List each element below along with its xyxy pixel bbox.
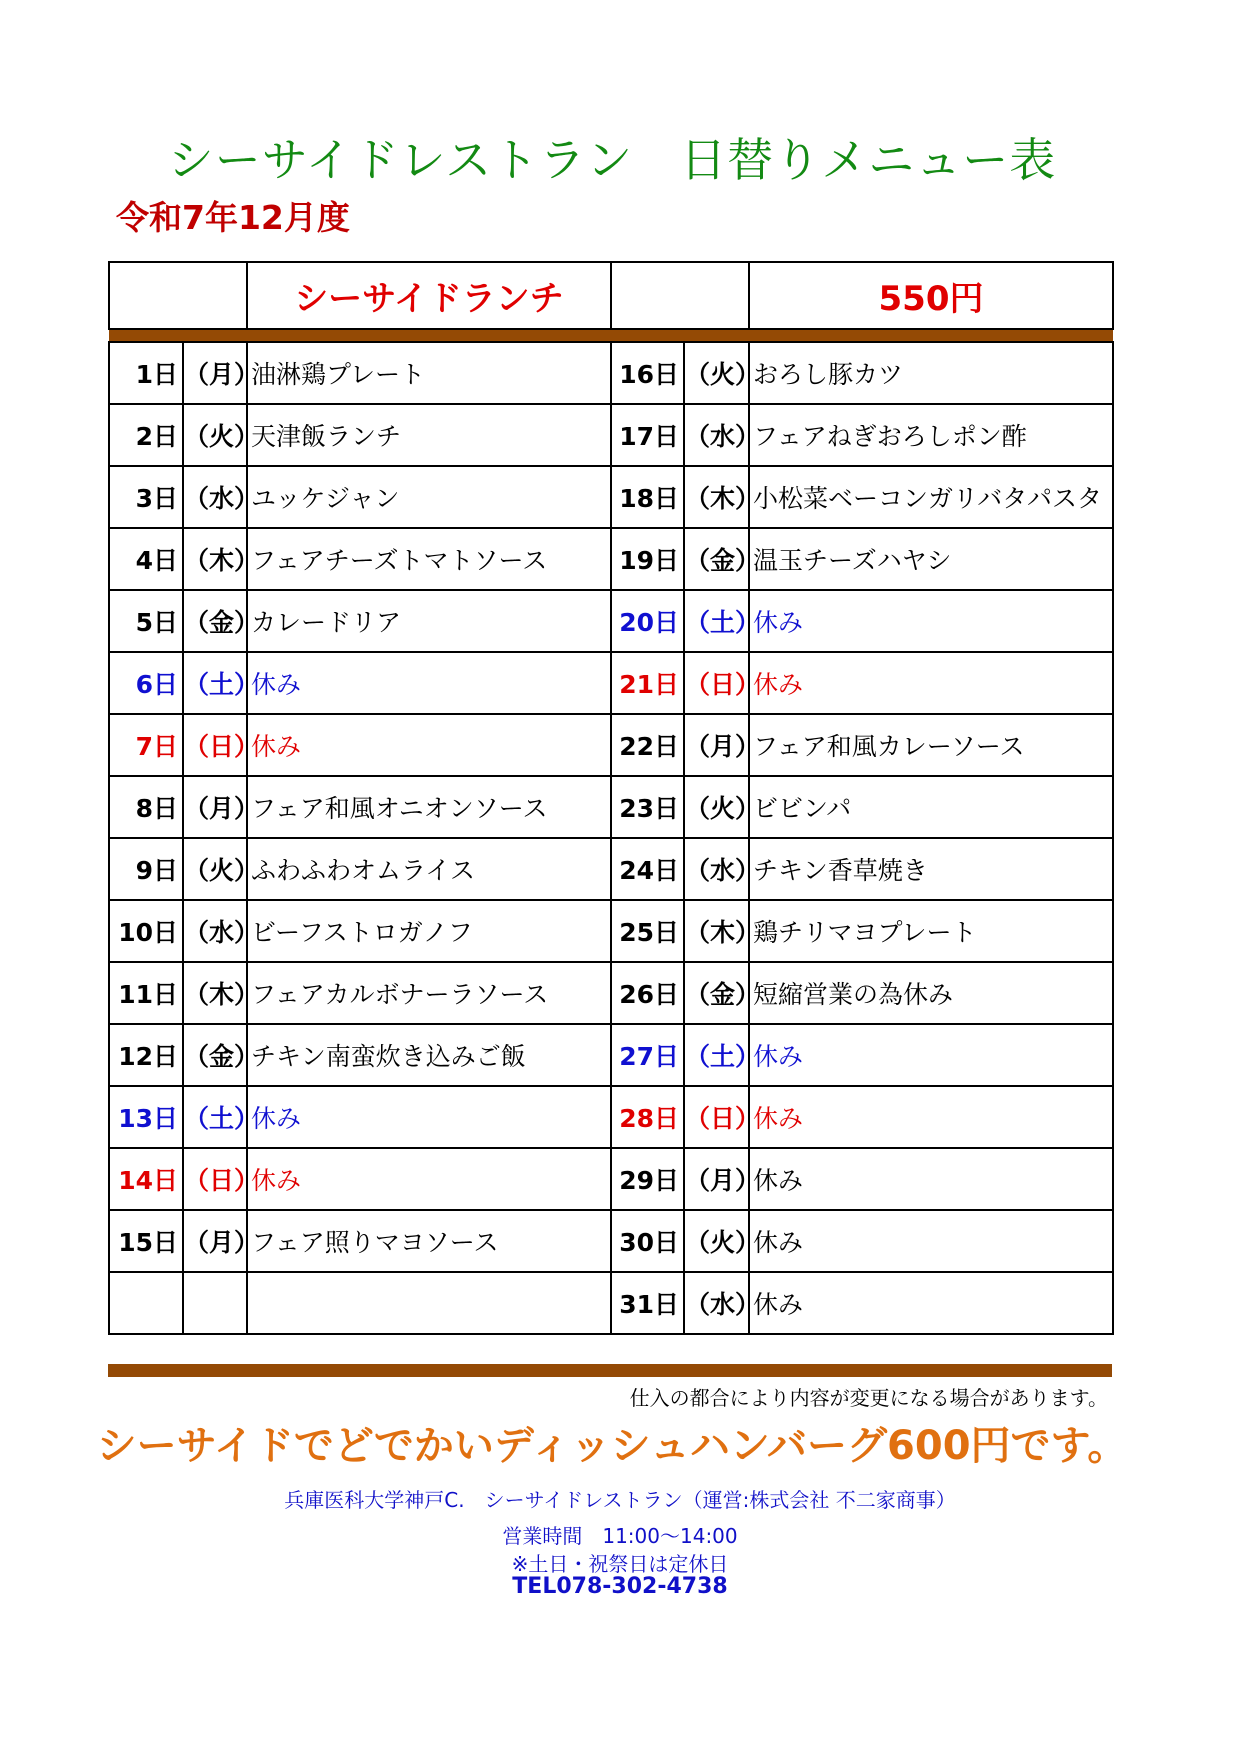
menu-cell: フェアカルボナーラソース xyxy=(247,962,611,1024)
table-row xyxy=(109,838,1113,900)
weekday-cell: （木） xyxy=(684,900,749,962)
date-cell: 6日 xyxy=(109,652,183,714)
menu-cell: 鶏チリマヨプレート xyxy=(749,900,1113,962)
divider-bar xyxy=(109,329,1113,342)
date-cell: 15日 xyxy=(109,1210,183,1272)
date-cell: 1日 xyxy=(109,342,183,404)
date-cell: 29日 xyxy=(611,1148,684,1210)
menu-cell: 油淋鶏プレート xyxy=(247,342,611,404)
menu-cell: 休み xyxy=(749,1024,1113,1086)
table-row xyxy=(109,1272,1113,1334)
table-row xyxy=(109,1086,1113,1148)
weekday-cell: （火） xyxy=(684,342,749,404)
menu-cell: おろし豚カツ xyxy=(749,342,1113,404)
business-hours: 営業時間 11:00～14:00 xyxy=(502,1524,738,1548)
table-header xyxy=(109,262,1113,329)
table-row xyxy=(109,404,1113,466)
date-cell: 20日 xyxy=(611,590,684,652)
weekday-cell: （日） xyxy=(183,714,247,776)
menu-cell: フェア和風カレーソース xyxy=(749,714,1113,776)
weekday-cell xyxy=(183,1272,247,1334)
header-blank xyxy=(611,262,749,329)
date-cell: 30日 xyxy=(611,1210,684,1272)
menu-table xyxy=(108,261,1112,1335)
header-blank xyxy=(109,262,247,329)
weekday-cell: （木） xyxy=(183,962,247,1024)
operator-info: 兵庫医科大学神戸C. シーサイドレストラン（運営:株式会社 不二家商事） xyxy=(284,1488,956,1512)
month-label: 令和7年12月度 xyxy=(116,198,350,237)
date-cell: 26日 xyxy=(611,962,684,1024)
date-cell: 25日 xyxy=(611,900,684,962)
weekday-cell: （火） xyxy=(684,776,749,838)
weekday-cell: （木） xyxy=(183,528,247,590)
menu-cell: 休み xyxy=(749,1086,1113,1148)
weekday-cell: （水） xyxy=(684,838,749,900)
menu-cell: 休み xyxy=(749,1148,1113,1210)
menu-cell: チキン南蛮炊き込みご飯 xyxy=(247,1024,611,1086)
date-cell: 14日 xyxy=(109,1148,183,1210)
table-row xyxy=(109,1148,1113,1210)
date-cell: 17日 xyxy=(611,404,684,466)
date-cell: 10日 xyxy=(109,900,183,962)
date-cell: 28日 xyxy=(611,1086,684,1148)
page-title: シーサイドレストラン 日替りメニュー表 xyxy=(167,133,1057,187)
weekday-cell: （月） xyxy=(183,1210,247,1272)
weekday-cell: （月） xyxy=(684,714,749,776)
menu-name: シーサイドランチ xyxy=(247,262,611,329)
menu-cell: ビビンパ xyxy=(749,776,1113,838)
weekday-cell: （金） xyxy=(684,962,749,1024)
menu-cell: 休み xyxy=(749,1210,1113,1272)
closed-days: ※土日・祝祭日は定休日 xyxy=(511,1552,729,1576)
date-cell xyxy=(109,1272,183,1334)
date-cell: 3日 xyxy=(109,466,183,528)
weekday-cell: （水） xyxy=(183,900,247,962)
weekday-cell: （金） xyxy=(684,528,749,590)
weekday-cell: （月） xyxy=(684,1148,749,1210)
weekday-cell: （月） xyxy=(183,776,247,838)
weekday-cell: （土） xyxy=(183,652,247,714)
date-cell: 23日 xyxy=(611,776,684,838)
table-row xyxy=(109,714,1113,776)
weekday-cell: （土） xyxy=(684,1024,749,1086)
menu-cell: 休み xyxy=(247,714,611,776)
menu-cell: 休み xyxy=(749,590,1113,652)
menu-cell: 休み xyxy=(749,1272,1113,1334)
weekday-cell: （水） xyxy=(183,466,247,528)
date-cell: 19日 xyxy=(611,528,684,590)
table-row xyxy=(109,900,1113,962)
weekday-cell: （日） xyxy=(684,1086,749,1148)
menu-cell: 休み xyxy=(247,652,611,714)
menu-cell: 天津飯ランチ xyxy=(247,404,611,466)
menu-cell xyxy=(247,1272,611,1334)
date-cell: 31日 xyxy=(611,1272,684,1334)
date-cell: 16日 xyxy=(611,342,684,404)
weekday-cell: （木） xyxy=(684,466,749,528)
table-row xyxy=(109,466,1113,528)
date-cell: 12日 xyxy=(109,1024,183,1086)
table-row xyxy=(109,1024,1113,1086)
menu-cell: チキン香草焼き xyxy=(749,838,1113,900)
weekday-cell: （日） xyxy=(684,652,749,714)
weekday-cell: （土） xyxy=(183,1086,247,1148)
date-cell: 4日 xyxy=(109,528,183,590)
price: 550円 xyxy=(749,262,1113,329)
weekday-cell: （土） xyxy=(684,590,749,652)
table-row xyxy=(109,776,1113,838)
table-row xyxy=(109,342,1113,404)
date-cell: 2日 xyxy=(109,404,183,466)
menu-cell: ふわふわオムライス xyxy=(247,838,611,900)
weekday-cell: （火） xyxy=(183,404,247,466)
weekday-cell: （水） xyxy=(684,404,749,466)
date-cell: 24日 xyxy=(611,838,684,900)
table-row xyxy=(109,962,1113,1024)
weekday-cell: （火） xyxy=(684,1210,749,1272)
date-cell: 13日 xyxy=(109,1086,183,1148)
bottom-bar xyxy=(108,1364,1112,1377)
menu-cell: 短縮営業の為休み xyxy=(749,962,1113,1024)
date-cell: 5日 xyxy=(109,590,183,652)
date-cell: 27日 xyxy=(611,1024,684,1086)
date-cell: 8日 xyxy=(109,776,183,838)
date-cell: 18日 xyxy=(611,466,684,528)
date-cell: 21日 xyxy=(611,652,684,714)
date-cell: 22日 xyxy=(611,714,684,776)
menu-cell: フェアチーズトマトソース xyxy=(247,528,611,590)
menu-cell: 休み xyxy=(247,1148,611,1210)
menu-cell: カレードリア xyxy=(247,590,611,652)
date-cell: 11日 xyxy=(109,962,183,1024)
menu-cell: フェア和風オニオンソース xyxy=(247,776,611,838)
weekday-cell: （月） xyxy=(183,342,247,404)
weekday-cell: （金） xyxy=(183,590,247,652)
menu-cell: フェア照りマヨソース xyxy=(247,1210,611,1272)
weekday-cell: （火） xyxy=(183,838,247,900)
table-row xyxy=(109,1210,1113,1272)
weekday-cell: （日） xyxy=(183,1148,247,1210)
telephone: TEL078-302-4738 xyxy=(512,1574,728,1599)
menu-cell: ビーフストロガノフ xyxy=(247,900,611,962)
date-cell: 7日 xyxy=(109,714,183,776)
menu-cell: フェアねぎおろしポン酢 xyxy=(749,404,1113,466)
menu-cell: 小松菜ベーコンガリバタパスタ xyxy=(749,466,1113,528)
menu-cell: 温玉チーズハヤシ xyxy=(749,528,1113,590)
date-cell: 9日 xyxy=(109,838,183,900)
table-row xyxy=(109,590,1113,652)
promo-text: シーサイドでどでかいディッシュハンバーグ600円です。 xyxy=(96,1423,1128,1469)
weekday-cell: （金） xyxy=(183,1024,247,1086)
change-note: 仕入の都合により内容が変更になる場合があります。 xyxy=(629,1386,1108,1410)
table-row xyxy=(109,652,1113,714)
menu-cell: ユッケジャン xyxy=(247,466,611,528)
menu-cell: 休み xyxy=(749,652,1113,714)
table-row xyxy=(109,528,1113,590)
weekday-cell: （水） xyxy=(684,1272,749,1334)
menu-cell: 休み xyxy=(247,1086,611,1148)
